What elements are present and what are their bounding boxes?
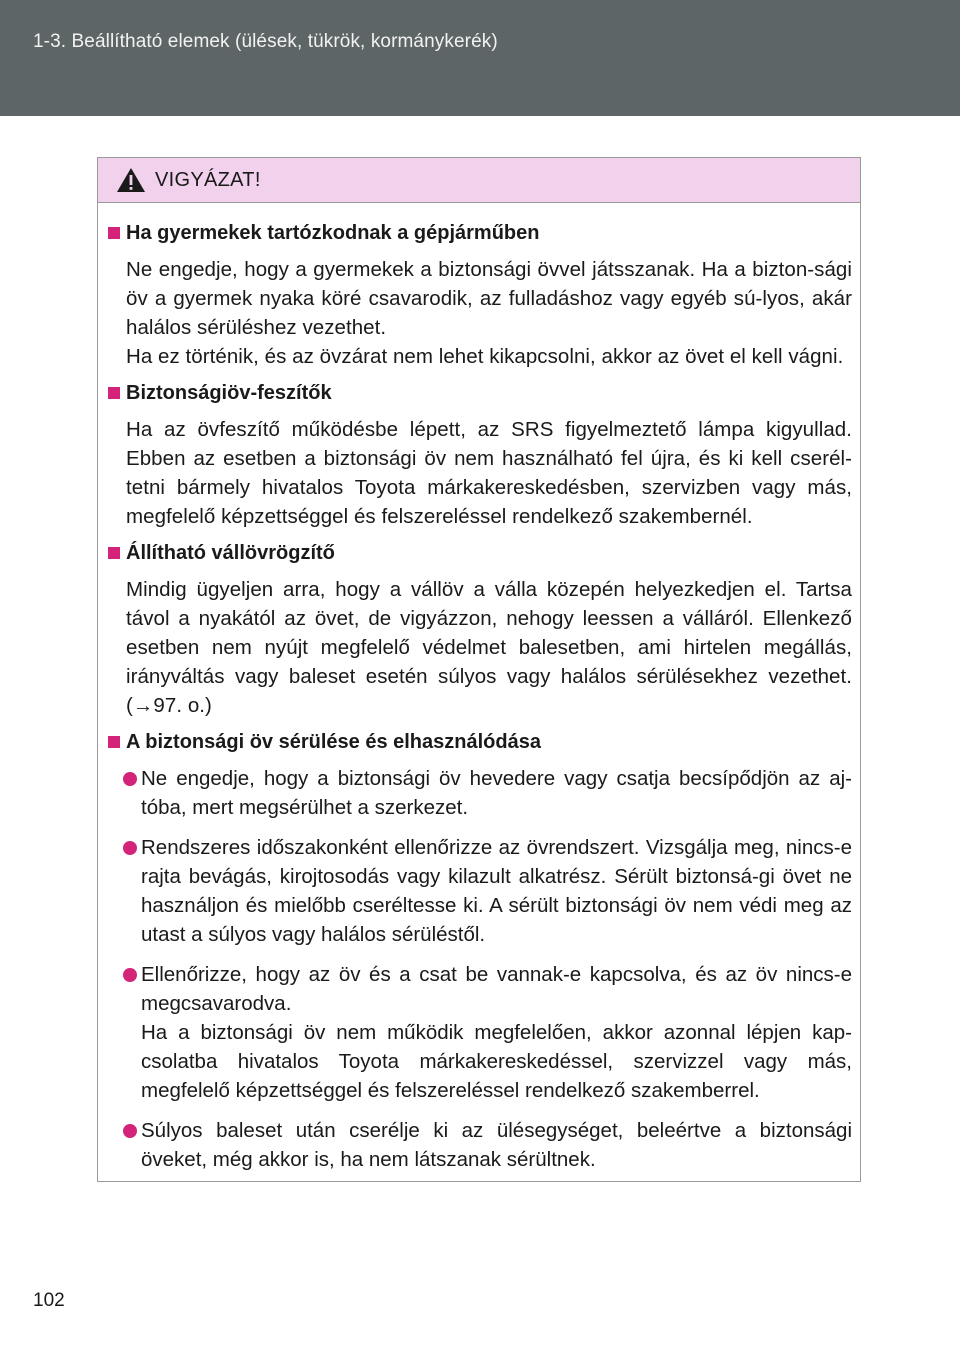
list-item: Ne engedje, hogy a biztonsági öv hevedere vagy csatja becsípődjön az aj-tóba, mert megsérülhet a szerkezet. — [123, 764, 852, 822]
warning-box — [97, 157, 861, 1182]
bullet-text: Ellenőrizze, hogy az öv és a csat be vannak-e kapcsolva, és az öv nincs-e megcsavarodva. — [141, 963, 852, 1015]
list-item: Súlyos baleset után cserélje ki az ülésegységet, beleértve a biztonsági öveket, még akkor is, ha nem látszanak sérültnek. — [123, 1116, 852, 1174]
warning-triangle-icon — [116, 167, 146, 193]
list-item: Rendszeres időszakonként ellenőrizze az övrendszert. Vizsgálja meg, nincs-e rajta bevágás, kirojtosodás vagy kilazult alkatrész. Sérült biztonsá-gi övet ne használjon és mielőbb cseréltesse ki. A sérült biztonsági öv nem védi meg az utast a súlyos vagy halálos sérüléstől. — [123, 833, 852, 949]
circle-bullet-icon — [123, 1124, 137, 1138]
square-bullet-icon — [108, 547, 120, 559]
circle-bullet-icon — [123, 841, 137, 855]
page-number: 102 — [33, 1290, 65, 1311]
section-shoulder-anchor — [106, 540, 852, 720]
paragraph: Ha ez történik, és az övzárat nem lehet kikapcsolni, akkor az övet el kell vágni. — [126, 345, 844, 368]
section-title-shoulder-anchor: Állítható vállövrögzítő — [106, 540, 852, 566]
circle-bullet-icon — [123, 968, 137, 982]
paragraph: Ha az övfeszítő működésbe lépett, az SRS figyelmeztető lámpa kigyullad. Ebben az esetben a biztonsági öv nem használható fel újra, és ki kell cserél-tetni bármely hivatalos Toyota márkakereskedésben, szervizben vagy más, megfelelő képzettséggel és felszereléssel rendelkező szakembernél. — [126, 418, 852, 528]
square-bullet-icon — [108, 387, 120, 399]
warning-body — [98, 203, 860, 1174]
section-title-belt-damage: A biztonsági öv sérülése és elhasználódása — [106, 729, 852, 755]
paragraph: Mindig ügyeljen arra, hogy a vállöv a válla közepén helyezkedjen el. Tartsa távol a nyakától az övet, de vigyázzon, nehogy leessen a válláról. Ellenkező esetben nem nyújt megfelelő védelmet balesetben, ami hirtelen megállás, irányváltás vagy baleset esetén súlyos vagy halálos sérülésekhez vezethet. (→97. o.) — [126, 578, 852, 717]
section-title-pretensioners: Biztonságiöv-feszítők — [106, 380, 852, 406]
square-bullet-icon — [108, 736, 120, 748]
circle-bullet-icon — [123, 772, 137, 786]
section-children — [106, 220, 852, 371]
section-belt-damage — [106, 729, 852, 1174]
section-pretensioners — [106, 380, 852, 531]
section-title: 1-3. Beállítható elemek (ülések, tükrök, kormánykerék) — [33, 31, 498, 52]
bullet-text-extra: Ha a biztonsági öv nem működik megfelelően, akkor azonnal lépjen kap-csolatba hivatalos Toyota márkakereskedéssel, szervizzel vagy más, megfelelő képzettséggel és felszereléssel rendelkező szakemberrel. — [141, 1021, 852, 1102]
square-bullet-icon — [108, 227, 120, 239]
page-header — [0, 0, 960, 116]
paragraph: Ne engedje, hogy a gyermekek a biztonsági övvel játsszanak. Ha a bizton-sági öv a gyermek nyaka köré csavarodik, az fulladáshoz vagy egyéb sú-lyos, akár halálos sérüléshez vezethet. — [126, 258, 852, 339]
warning-header — [98, 158, 860, 203]
warning-label: VIGYÁZAT! — [155, 168, 261, 191]
section-title-children: Ha gyermekek tartózkodnak a gépjárműben — [106, 220, 852, 246]
list-item — [123, 960, 852, 1105]
